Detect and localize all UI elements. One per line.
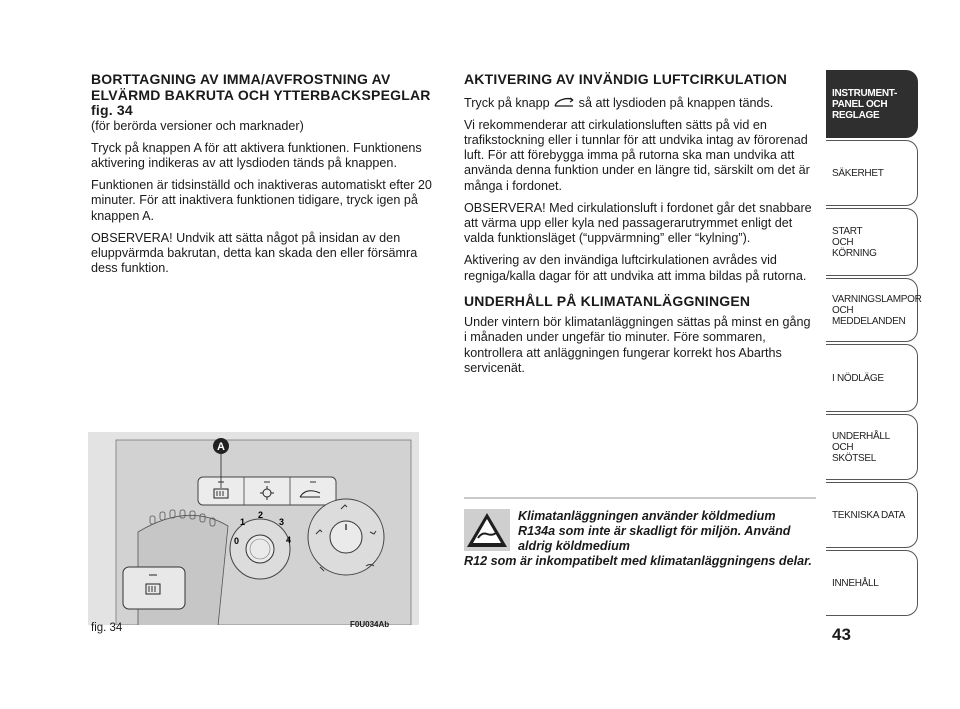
knob-mark: 4: [286, 535, 292, 545]
warning-text: [464, 509, 816, 569]
tab-warning-lights[interactable]: [826, 278, 922, 342]
warning-text-line: Klimatanläggningen använder köldmedium R134a som inte är skadligt för miljön. Använd aldrig köldmedium: [518, 509, 791, 553]
figure-caption: fig. 34: [91, 622, 123, 634]
right-column: [464, 72, 816, 383]
tab-maintenance[interactable]: [826, 414, 918, 480]
paragraph: Funktionen är tidsinställd och inaktiveras automatiskt efter 20 minuter. För att inaktivera funktionen tidigare, tryck igen på knappen A.: [91, 178, 432, 223]
paragraph: Aktivering av den invändiga luftcirkulationen avrådes vid regniga/kalla dagar för att undvika att imma bildas på rutorna.: [464, 253, 807, 283]
paragraph: Tryck på knappen A för att aktivera funktionen. Funktionens aktivering indikeras av att lysdioden tänds på knappen.: [91, 140, 422, 170]
paragraph: [464, 96, 816, 111]
tab-label: SÄKERHET: [832, 167, 884, 179]
warning-text-line: R12 som är inkompatibelt med klimatanläggningens delar.: [464, 554, 812, 568]
section-heading-maintenance: UNDERHÅLL PÅ KLIMATANLÄGGNINGEN: [464, 292, 751, 309]
climate-panel-illustration: [88, 432, 419, 625]
tab-start-driving[interactable]: [826, 208, 918, 276]
figure-code: F0U034Ab: [350, 620, 390, 629]
tab-label: START OCH KÖRNING: [832, 225, 877, 259]
knob-mark: 3: [279, 517, 285, 527]
page-number: 43: [832, 625, 851, 644]
tab-label: INSTRUMENT-PANEL OCH REGLAGE: [832, 87, 898, 121]
section-heading-recirculation: AKTIVERING AV INVÄNDIG LUFTCIRKULATION: [464, 71, 788, 87]
climate-control-figure: [88, 432, 419, 625]
paragraph-text: så att lysdioden på knappen tänds.: [578, 95, 774, 110]
callout-a-label: A: [217, 441, 225, 453]
tab-instrument-panel[interactable]: [826, 70, 918, 138]
knob-mark: 2: [258, 510, 264, 520]
tab-label: I NÖDLÄGE: [832, 372, 884, 384]
tab-emergency[interactable]: [826, 344, 918, 412]
recirculation-icon: [553, 96, 575, 108]
paragraph: OBSERVERA! Undvik att sätta något på insidan av den eluppvärmda bakrutan, detta kan skada den eller försämra dess funktion.: [91, 230, 418, 276]
tab-label: TEKNISKA DATA: [832, 509, 905, 521]
section-heading-defrost: BORTTAGNING AV IMMA/AVFROSTNING AV ELVÄRMD BAKRUTA OCH YTTERBACKSPEGLAR fig. 34: [91, 71, 431, 118]
paragraph: OBSERVERA! Med cirkulationsluft i fordonet går det snabbare att värma upp eller kyla ned passagerarutrymmet enligt det valda funktionsläget (“uppvärmning” eller “kylning”).: [464, 200, 812, 246]
knob-mark: 0: [234, 536, 240, 546]
paragraph: Under vintern bör klimatanläggningen sättas på minst en gång i månaden under ungefär tio minuter. Före sommaren, kontrollera att anläggningen fungerar korrekt hos Abarths servicenät.: [464, 315, 811, 375]
tab-label: UNDERHÅLL OCH SKÖTSEL: [832, 430, 890, 464]
left-column: [91, 72, 439, 283]
tab-label: VARNINGSLAMPOR OCH MEDDELANDEN: [832, 293, 922, 327]
tab-contents[interactable]: [826, 550, 918, 616]
warning-triangle-icon: [464, 509, 510, 551]
paragraph-text: Tryck på knapp: [464, 95, 550, 110]
tab-label: INNEHÅLL: [832, 577, 879, 589]
tab-technical-data[interactable]: [826, 482, 918, 548]
paragraph: Vi rekommenderar att cirkulationsluften sätts på vid en trafikstockning eller i tunnlar för att undvika intag av förorenad luft. För att förebygga imma på rutorna ska man undvika att använda denna funktion under en längre tid, särskilt om det är många i fordonet.: [464, 117, 810, 193]
tab-safety[interactable]: [826, 140, 918, 206]
warning-box: [464, 497, 816, 569]
knob-mark: 1: [240, 517, 246, 527]
section-subheading: (för berörda versioner och marknader): [91, 118, 304, 133]
